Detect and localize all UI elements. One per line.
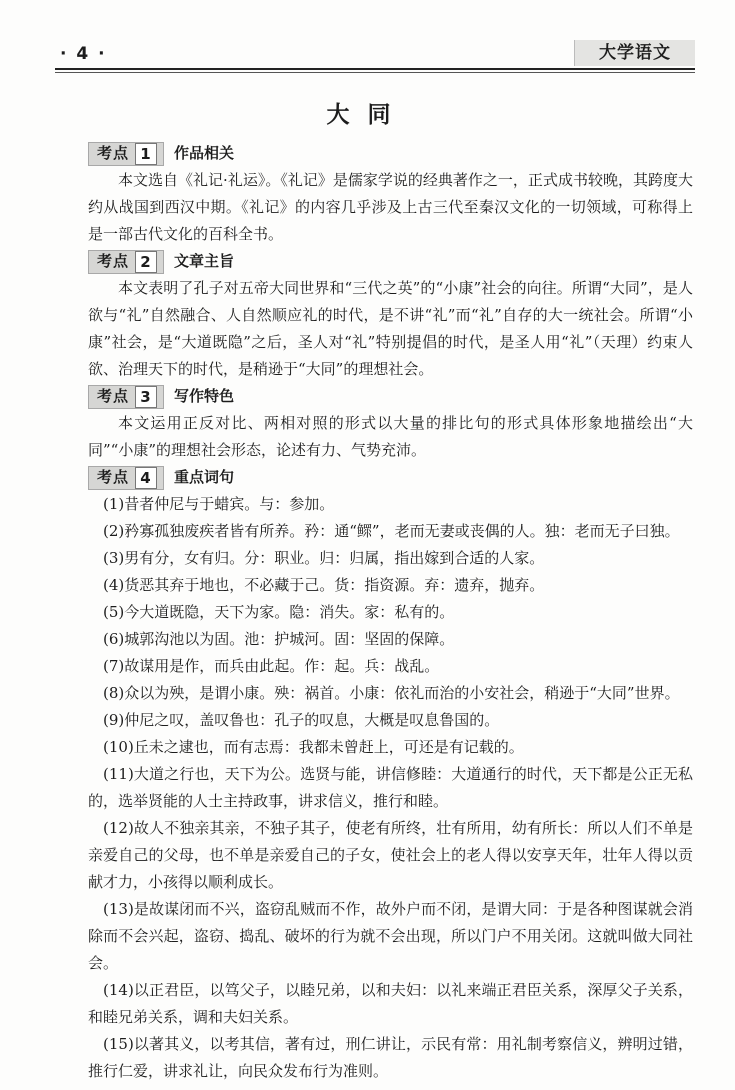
key-phrase-item: (7)故谋用是作，而兵由此起。作：起。兵：战乱。 [103,657,440,675]
section-label: 文章主旨 [174,252,235,270]
exam-point-number: 1 [135,143,157,165]
exam-point-badge: 考点 4 [88,466,164,490]
exam-point-number: 4 [135,467,157,489]
paragraph: 本文选自《礼记·礼运》。《礼记》是儒家学说的经典著作之一，正式成书较晚，其跨度大约从战国到西汉中期。《礼记》的内容几乎涉及上古三代至秦汉文化的一切领域，可称得上是一部古代文化的百科全书。 [88,171,693,243]
page-number: · 4 · [60,44,107,64]
key-phrase-item: (8)众以为殃，是谓小康。殃：祸首。小康：依礼而治的小安社会，稍逊于“大同”世界。 [103,684,680,702]
key-phrase-item: (5)今大道既隐，天下为家。隐：消失。家：私有的。 [103,603,455,621]
section-heading-1 [88,140,693,167]
section-label: 重点词句 [174,468,235,486]
key-phrase-item: (6)城郭沟池以为固。池：护城河。固：坚固的保障。 [103,630,455,648]
section-label: 写作特色 [174,387,235,405]
key-phrase-item: (12)故人不独亲其亲，不独子其子，使老有所终，壮有所用，幼有所长：所以人们不单是亲爱自己的父母，也不单是亲爱自己的子女，使社会上的老人得以安享天年，壮年人得以贡献才力，小孩得以顺利成长。 [88,819,693,891]
key-phrase-item: (2)矜寡孤独废疾者皆有所养。矜：通“鳏”，老而无妻或丧偶的人。独：老而无子曰独。 [103,522,680,540]
chapter-title: 大同 [326,102,409,128]
paragraph: 本文表明了孔子对五帝大同世界和“三代之英”的“小康”社会的向往。所谓“大同”，是人欲与“礼”自然融合、人自然顺应礼的时代，是不讲“礼”而“礼”自存的大一统社会。所谓“小康”社会，是“大道既隐”之后，圣人对“礼”特别提倡的时代，是圣人用“礼”（天理）约束人欲、治理天下的时代，是稍逊于“大同”的理想社会。 [88,279,693,378]
exam-point-badge: 考点 3 [88,385,164,409]
key-phrase-item: (1)昔者仲尼与于蜡宾。与：参加。 [103,495,335,513]
page-header [55,40,695,70]
paragraph: 本文运用正反对比、两相对照的形式以大量的排比句的形式具体形象地描绘出“大同”“小康”的理想社会形态，论述有力、气势充沛。 [88,414,693,459]
key-phrase-item: (3)男有分，女有归。分：职业。归：归属，指出嫁到合适的人家。 [103,549,545,567]
key-phrase-item: (4)货恶其弃于地也，不必藏于己。货：指资源。弃：遗弃，抛弃。 [103,576,545,594]
exam-point-badge: 考点 2 [88,250,164,274]
key-phrase-item: (14)以正君臣，以笃父子，以睦兄弟，以和夫妇：以礼来端正君臣关系，深厚父子关系，和睦兄弟关系，调和夫妇关系。 [88,981,693,1026]
key-phrase-item: (10)丘未之逮也，而有志焉：我都未曾赶上，可还是有记载的。 [103,738,524,756]
exam-point-number: 2 [135,251,157,273]
key-phrase-item: (9)仲尼之叹，盖叹鲁也：孔子的叹息，大概是叹息鲁国的。 [103,711,500,729]
header-rule [55,68,695,70]
section-heading-2 [88,248,693,275]
exam-point-number: 3 [135,386,157,408]
header-rule-thin [55,72,695,73]
content-body [88,140,693,1085]
key-phrase-item: (11)大道之行也，天下为公。选贤与能，讲信修睦：大道通行的时代，天下都是公正无私的，选举贤能的人士主持政事，讲求信义，推行和睦。 [88,765,693,810]
section-heading-3 [88,383,693,410]
key-phrase-item: (15)以著其义，以考其信，著有过，刑仁讲让，示民有常：用礼制考察信义，辨明过错，推行仁爱，讲求礼让，向民众发布行为准则。 [88,1035,693,1080]
exam-point-badge: 考点 1 [88,142,164,166]
section-label: 作品相关 [174,144,235,162]
section-heading-4 [88,464,693,491]
key-phrase-item: (13)是故谋闭而不兴，盗窃乱贼而不作，故外户而不闭，是谓大同：于是各种图谋就会消除而不会兴起，盗窃、捣乱、破坏的行为就不会出现，所以门户不用关闭。这就叫做大同社会。 [88,900,693,972]
book-title: 大学语文 [574,40,695,66]
